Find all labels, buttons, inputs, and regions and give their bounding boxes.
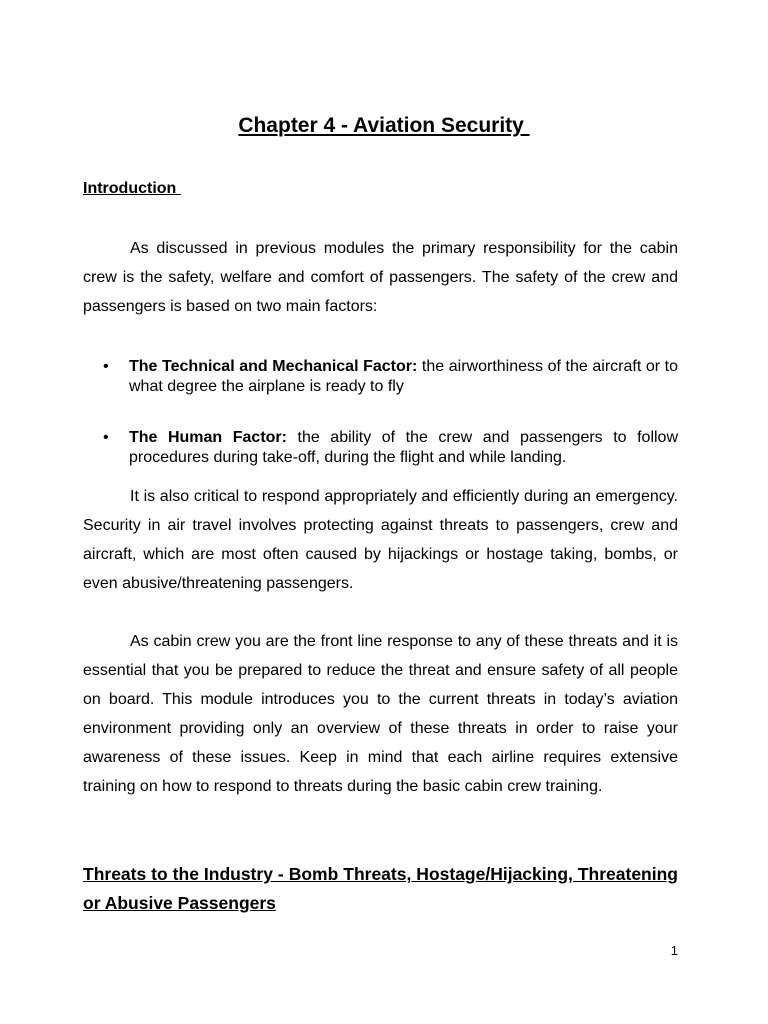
- introduction-heading: Introduction: [83, 180, 181, 197]
- bullet-body-technical: the airworthiness of the aircraft or to what degree the airplane is ready to fly: [129, 358, 678, 395]
- critical-paragraph: It is also critical to respond appropriately and efficiently during an emergency. Security in air travel involves protecting against threats to passengers, crew and aircraft, which are most often caused by hijackings or hostage taking, bombs, or even abusive/threatening passengers.: [83, 488, 678, 592]
- intro-paragraph: As discussed in previous modules the primary responsibility for the cabin crew is the safety, welfare and comfort of passengers. The safety of the crew and passengers is based on two main factors:: [83, 240, 678, 315]
- bullet-icon: •: [103, 429, 109, 446]
- page-number: 1: [670, 943, 678, 958]
- cabin-crew-paragraph: As cabin crew you are the front line response to any of these threats and it is essential that you be prepared to reduce the threat and ensure safety of all people on board. This module introduces you to the current threats in today’s aviation environment providing only an overview of these threats in order to raise your awareness of these issues. Keep in mind that each airline requires extensive training on how to respond to threats during the basic cabin crew training.: [83, 633, 678, 795]
- bullet-icon: •: [103, 358, 109, 375]
- bullet-label-human: The Human Factor:: [129, 429, 287, 446]
- bullet-text-technical: [129, 357, 678, 397]
- bullet-text-human: [129, 428, 678, 468]
- chapter-title: [0, 114, 768, 138]
- threats-heading: Threats to the Industry - Bomb Threats, Hostage/Hijacking, Threatening or Abusive Passengers: [83, 864, 678, 913]
- bullet-item-technical: [83, 357, 678, 397]
- bullet-body-human: the ability of the crew and passengers to follow procedures during take-off, during the flight and while landing.: [129, 429, 679, 466]
- chapter-title-text: Chapter 4 - Aviation Security: [238, 114, 530, 137]
- bullet-label-technical: The Technical and Mechanical Factor:: [129, 358, 418, 375]
- bullet-item-human: [83, 428, 678, 468]
